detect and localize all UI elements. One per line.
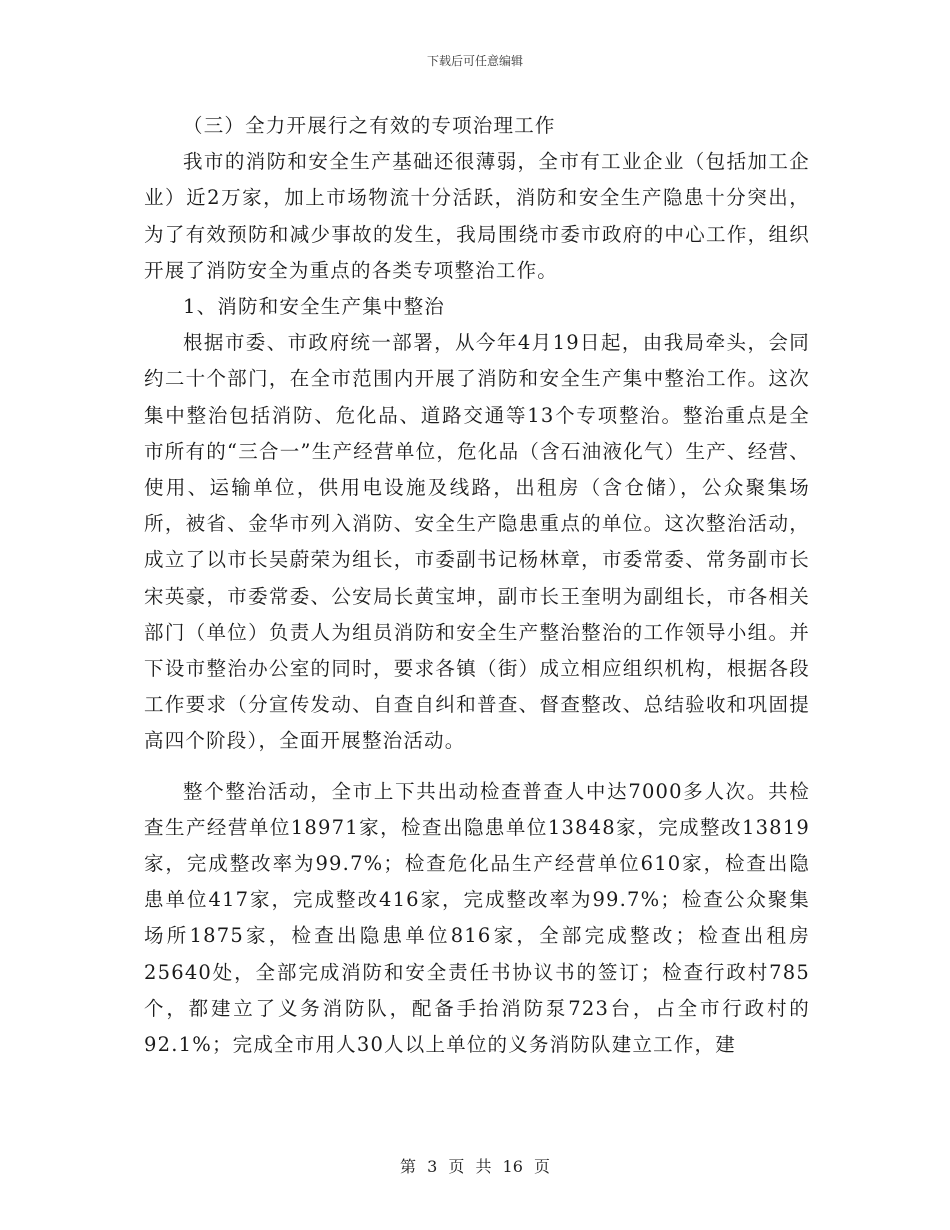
body-paragraph: 整个整治活动，全市上下共出动检查普查人中达7000多人次。共检查生产经营单位18971家，检查出隐患单位13848家，完成整改13819家，完成整改率为99.7%；检查危化品生产经营单位610家，检查出隐患单位417家，完成整改416家，完成整改率为99.7%；检查公众聚集场所1875家，检查出隐患单位816家，全部完成整改；检查出租房25640处，全部完成消防和安全责任书协议书的签订；检查行政村785个，都建立了义务消防队，配备手抬消防泵723台，占全市行政村的92.1%；完成全市用人30人以上单位的义务消防队建立工作，建 bbox=[144, 779, 810, 1057]
subsection-heading: 1、消防和安全生产集中整治 bbox=[183, 295, 446, 319]
document-body bbox=[144, 108, 810, 1063]
section-heading: （三）全力开展行之有效的专项治理工作 bbox=[183, 114, 556, 137]
body-paragraph: 根据市委、市政府统一部署，从今年4月19日起，由我局牵头，会同约二十个部门，在全市范围内开展了消防和安全生产集中整治工作。这次集中整治包括消防、危化品、道路交通等13个专项整治。整治重点是全市所有的“三合一”生产经营单位，危化品（含石油液化气）生产、经营、使用、运输单位，供用电设施及线路，出租房（含仓储），公众聚集场所，被省、金华市列入消防、安全生产隐患重点的单位。这次整治活动，成立了以市长吴蔚荣为组长，市委副书记杨林章，市委常委、常务副市长宋英豪，市委常委、公安局长黄宝坤，副市长王奎明为副组长，市各相关部门（单位）负责人为组员消防和安全生产整治整治的工作领导小组。并下设市整治办公室的同时，要求各镇（街）成立相应组织机构，根据各段工作要求（分宣传发动、自查自纠和普查、督查整改、总结验收和巩固提高四个阶段），全面开展整治活动。 bbox=[144, 331, 810, 753]
page-header-note: 下载后可任意编辑 bbox=[426, 54, 523, 68]
body-paragraph: 我市的消防和安全生产基础还很薄弱，全市有工业企业（包括加工企业）近2万家，加上市场物流十分活跃，消防和安全生产隐患十分突出，为了有效预防和减少事故的发生，我局围绕市委市政府的中心工作，组织开展了消防安全为重点的各类专项整治工作。 bbox=[144, 150, 810, 282]
page-number-footer: 第 3 页 共 16 页 bbox=[400, 1157, 550, 1176]
